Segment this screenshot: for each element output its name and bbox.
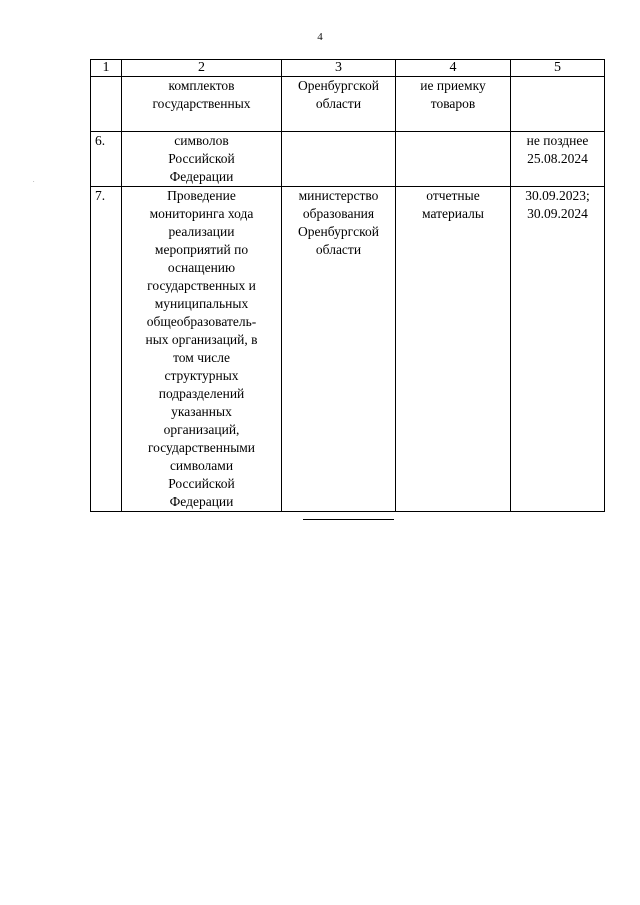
- result-cell: [396, 132, 511, 187]
- table-row: [91, 132, 605, 187]
- column-header: 4: [396, 60, 511, 77]
- action-cell: Проведение мониторинга хода реализации мероприятий по оснащению государственных и муниципальных общеобразователь- ных организаций, в том числе структурных подразделений указанных организаций, государственными символами Российской Федерации: [122, 187, 282, 512]
- row-number-cell: 7.: [91, 187, 122, 512]
- row-number-cell: 6.: [91, 132, 122, 187]
- responsible-cell: Оренбургской области: [282, 77, 396, 132]
- responsible-cell: министерство образования Оренбургской области: [282, 187, 396, 512]
- end-of-document-rule: [303, 519, 394, 520]
- action-cell: комплектов государственных: [122, 77, 282, 132]
- page-number: 4: [317, 31, 323, 43]
- responsible-cell: [282, 132, 396, 187]
- deadline-cell: не позднее 25.08.2024: [511, 132, 605, 187]
- column-header: 5: [511, 60, 605, 77]
- column-header: 3: [282, 60, 396, 77]
- deadline-cell: [511, 77, 605, 132]
- table-row: [91, 187, 605, 512]
- column-header: 2: [122, 60, 282, 77]
- deadline-cell: 30.09.2023; 30.09.2024: [511, 187, 605, 512]
- row-number-cell: [91, 77, 122, 132]
- margin-mark: .: [33, 178, 35, 184]
- column-header: 1: [91, 60, 122, 77]
- result-cell: ие приемку товаров: [396, 77, 511, 132]
- action-cell: символов Российской Федерации: [122, 132, 282, 187]
- table-row: [91, 77, 605, 132]
- result-cell: отчетные материалы: [396, 187, 511, 512]
- events-table: [90, 59, 605, 512]
- table-header-row: [91, 60, 605, 77]
